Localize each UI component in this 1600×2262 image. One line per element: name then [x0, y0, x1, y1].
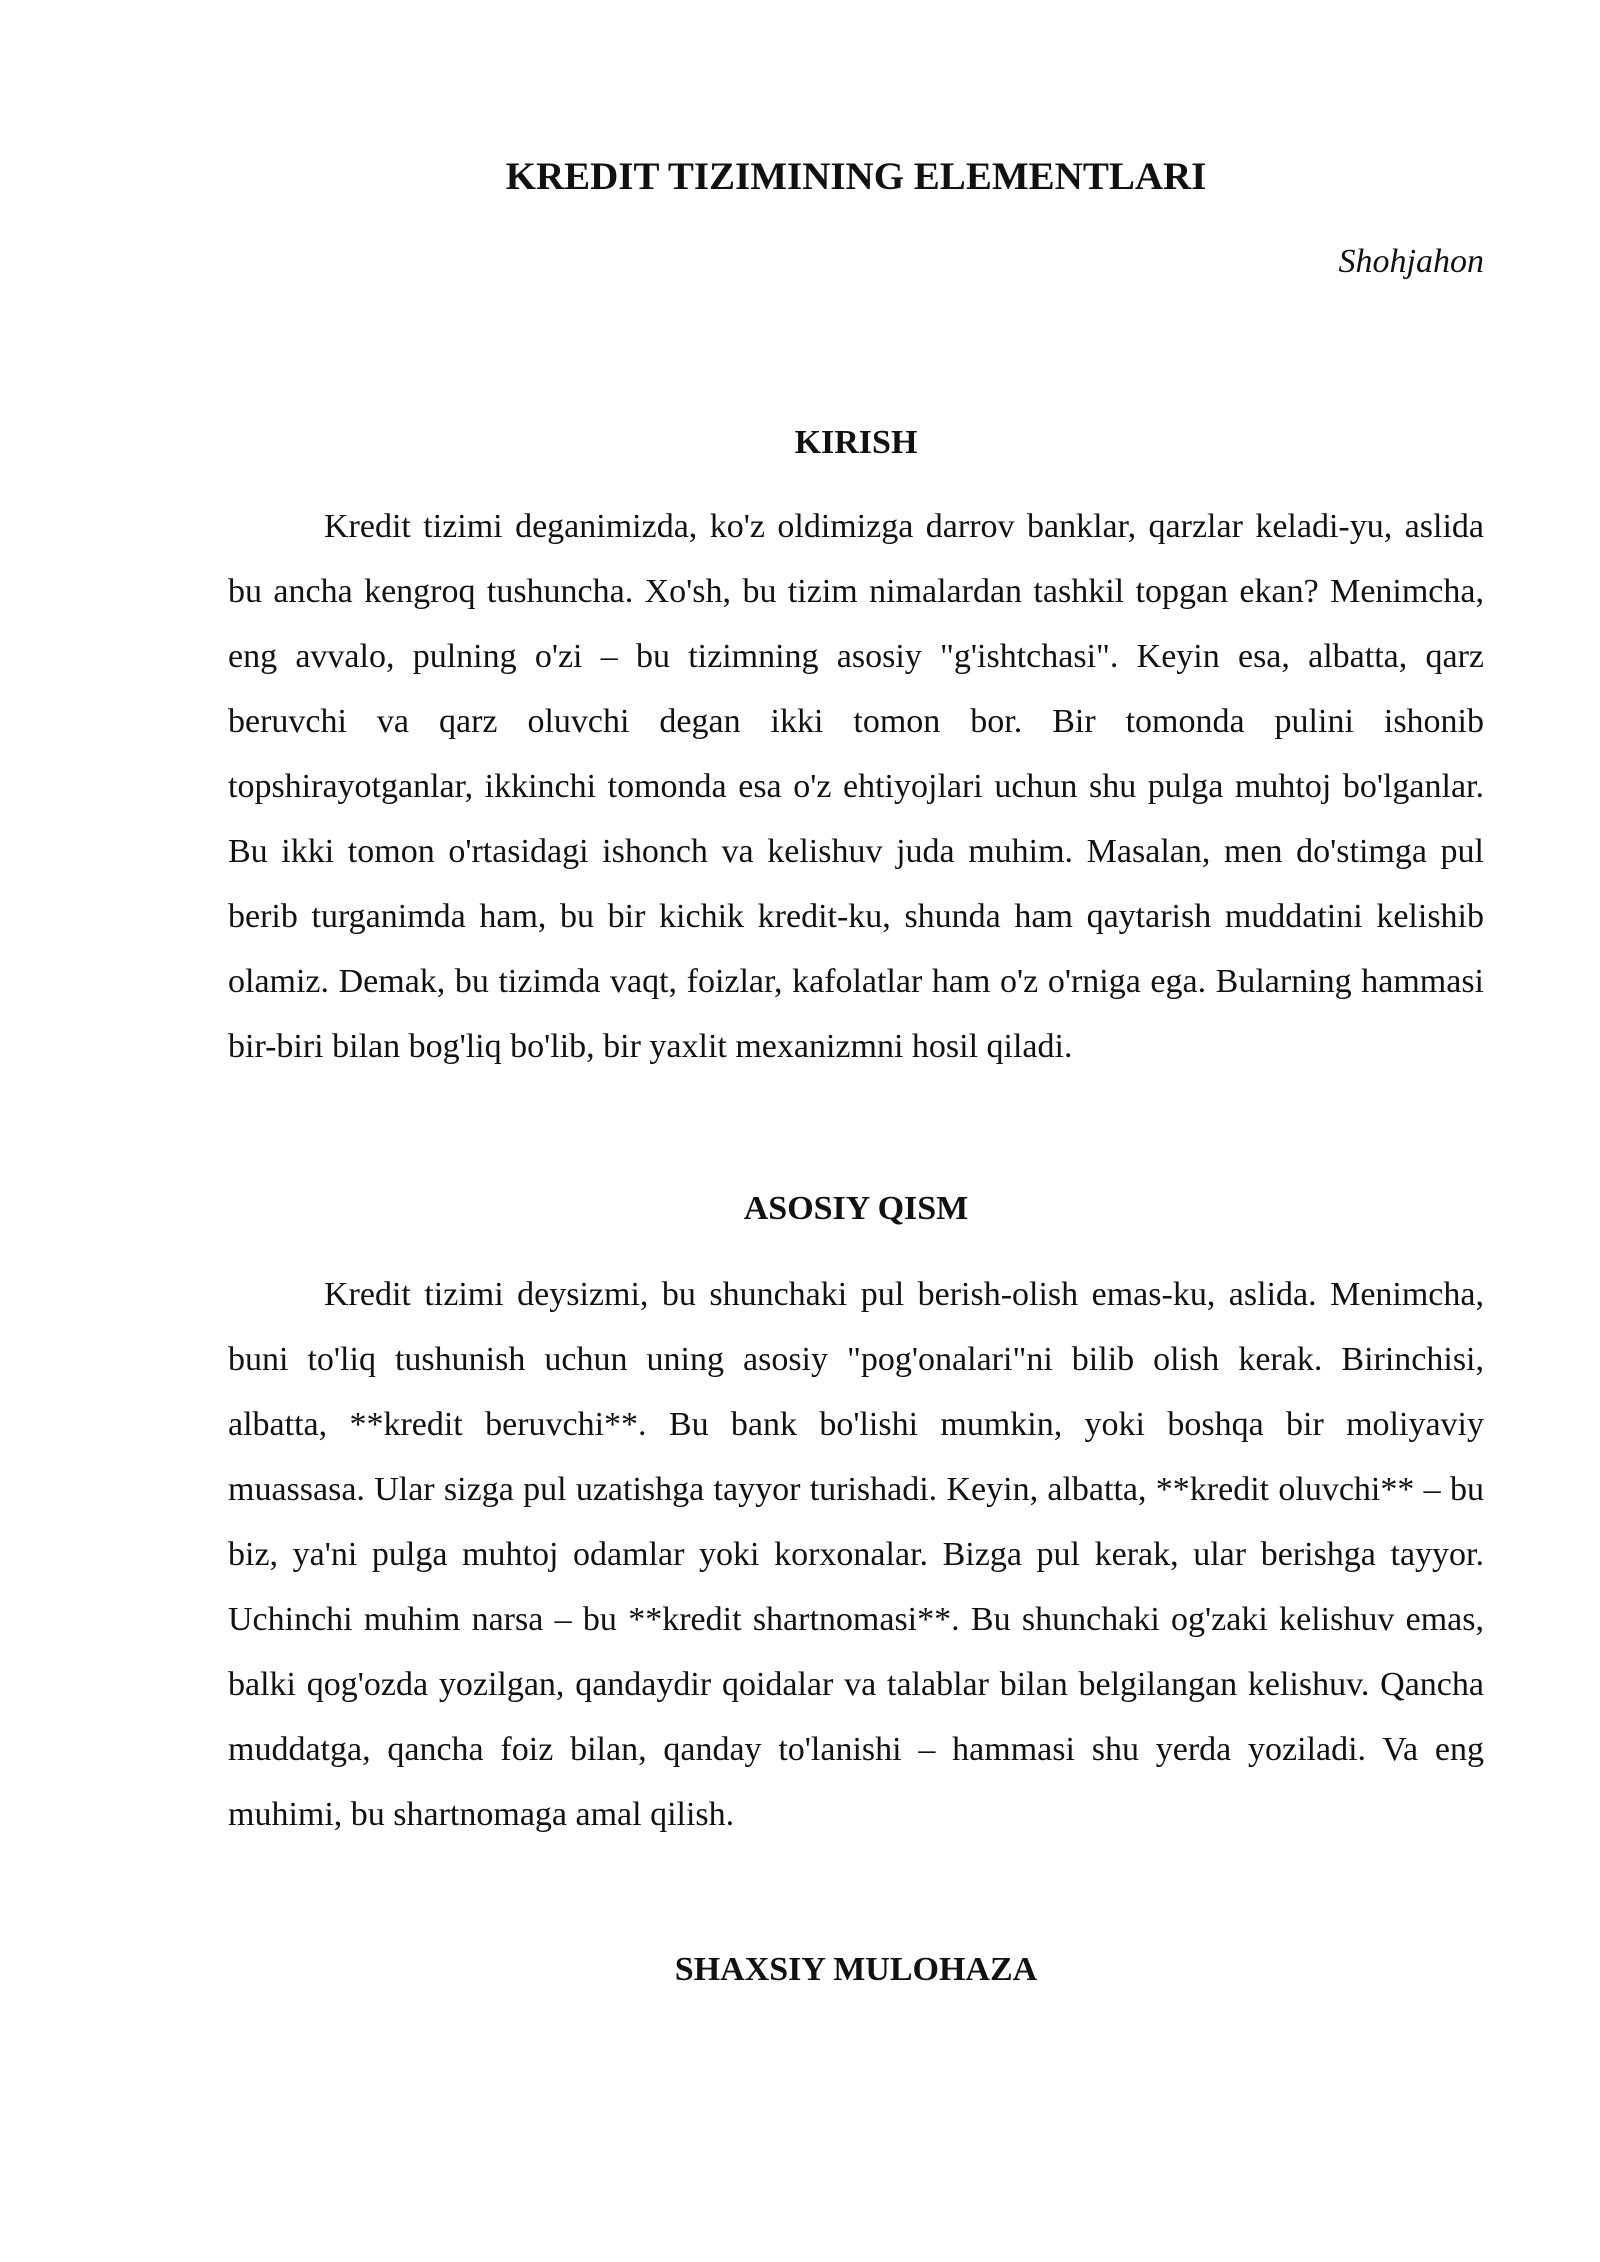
- author-name: Shohjahon: [1338, 243, 1484, 280]
- document-title: KREDIT TIZIMINING ELEMENTLARI: [505, 155, 1207, 198]
- section-paragraph-kirish: Kredit tizimi deganimizda, ko'z oldimizga darrov banklar, qarzlar keladi-yu, aslida bu ancha kengroq tushuncha. Xo'sh, bu tizim nimalardan tashkil topgan ekan? Menimcha, eng avvalo, pulning o'zi – bu tizimning asosiy "g'ishtchasi". Keyin esa, albatta, qarz beruvchi va qarz oluvchi degan ikki tomon bor. Bir tomonda pulini ishonib topshirayotganlar, ikkinchi tomonda esa o'z ehtiyojlari uchun shu pulga muhtoj bo'lganlar. Bu ikki tomon o'rtasidagi ishonch va kelishuv juda muhim. Masalan, men do'stimga pul berib turganimda ham, bu bir kichik kredit-ku, shunda ham qaytarish muddatini kelishib olamiz. Demak, bu tizimda vaqt, foizlar, kafolatlar ham o'z o'rniga ega. Bularning hammasi bir-biri bilan bog'liq bo'lib, bir yaxlit mexanizmni hosil qiladi.: [228, 508, 1484, 1065]
- document-page: [228, 0, 1484, 2262]
- section-heading-kirish: KIRISH: [794, 424, 918, 461]
- section-heading-shaxsiy-mulohaza: SHAXSIY MULOHAZA: [674, 1951, 1038, 1988]
- section-paragraph-asosiy-qism: Kredit tizimi deysizmi, bu shunchaki pul berish-olish emas-ku, aslida. Menimcha, buni to'liq tushunish uchun uning asosiy "pog'onalari"ni bilib olish kerak. Birinchisi, albatta, **kredit beruvchi**. Bu bank bo'lishi mumkin, yoki boshqa bir moliyaviy muassasa. Ular sizga pul uzatishga tayyor turishadi. Keyin, albatta, **kredit oluvchi** – bu biz, ya'ni pulga muhtoj odamlar yoki korxonalar. Bizga pul kerak, ular berishga tayyor. Uchinchi muhim narsa – bu **kredit shartnomasi**. Bu shunchaki og'zaki kelishuv emas, balki qog'ozda yozilgan, qandaydir qoidalar va talablar bilan belgilangan kelishuv. Qancha muddatga, qancha foiz bilan, qanday to'lanishi – hammasi shu yerda yoziladi. Va eng muhimi, bu shartnomaga amal qilish.: [228, 1276, 1484, 1833]
- section-heading-asosiy-qism: ASOSIY QISM: [743, 1190, 969, 1227]
